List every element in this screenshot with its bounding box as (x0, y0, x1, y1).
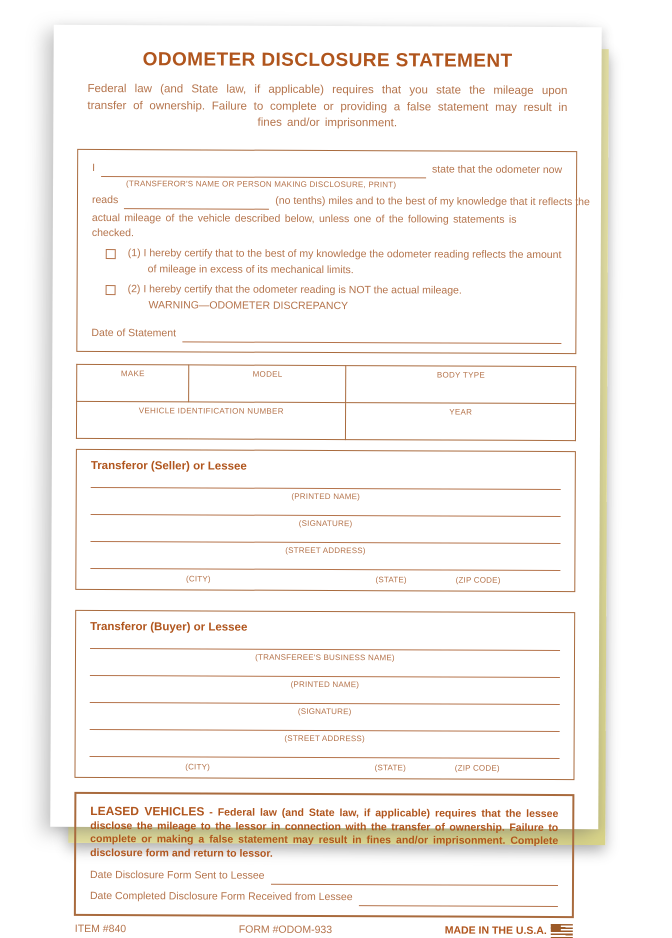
leased-vehicles-body: - Federal law (and State law, if applicable) requires that the lessee disclose the mileage to the lessor in connection with the transfer of ownership. Failure to complete or making a false statement may result in fines and/or imprisonment. Complete disclosure form and return to lessor. (90, 806, 559, 860)
date-sent-field[interactable] (271, 872, 559, 886)
leased-vehicles-paragraph (90, 804, 558, 862)
vin-cell[interactable]: VEHICLE IDENTIFICATION NUMBER (76, 401, 346, 439)
buyer-street-address-caption: (STREET ADDRESS) (284, 734, 365, 744)
form-number: FORM #ODOM-933 (238, 923, 333, 936)
seller-state-caption: (STATE) (375, 575, 407, 585)
leased-vehicles-title: LEASED VEHICLES (90, 804, 205, 819)
seller-city-row (90, 571, 560, 585)
line2-prefix: reads (91, 193, 119, 206)
line1-suffix: state that the odometer now (431, 163, 563, 177)
checkbox-mechanical-limits-label: (1) I hereby certify that to the best of my knowledge the odometer reading reflects the amount of mileage in excess of its mechanical limits. (127, 247, 562, 276)
transferor-seller-box (75, 449, 576, 592)
make-cell[interactable]: MAKE (77, 364, 189, 401)
line1-prefix: I (92, 161, 96, 175)
seller-city-caption: (CITY) (186, 574, 211, 584)
buyer-box-title: Transferor (Buyer) or Lessee (90, 620, 248, 634)
buyer-signature-caption: (SIGNATURE) (297, 707, 352, 717)
form-footer (74, 921, 574, 937)
seller-zip-caption: (ZIP CODE) (455, 575, 501, 585)
buyer-state-caption: (STATE) (374, 763, 406, 773)
form-title: ODOMETER DISCLOSURE STATEMENT (142, 49, 513, 72)
leased-vehicles-box (74, 792, 575, 917)
checkbox-not-actual-mileage[interactable] (106, 285, 116, 295)
buyer-printed-name-caption: (PRINTED NAME) (290, 680, 360, 690)
odometer-reading-field[interactable] (124, 196, 269, 210)
buyer-street-address-field[interactable] (90, 729, 560, 746)
transferor-name-caption: (TRANSFEROR'S NAME OR PERSON MAKING DISCLOSURE, PRINT) (126, 178, 397, 190)
odometer-reads-line (91, 193, 590, 211)
date-received-line (90, 889, 558, 907)
check-row-not-actual-mileage (92, 281, 562, 299)
statement-continuation: actual mileage of the vehicle described below, unless one of the following statements is checked. (91, 211, 517, 240)
us-flag-icon (551, 924, 573, 938)
statement-box (76, 149, 590, 354)
made-in-usa-label: MADE IN THE U.S.A. (444, 924, 547, 937)
model-cell[interactable]: MODEL (189, 365, 346, 403)
buyer-signature-field[interactable] (90, 702, 560, 719)
line2-suffix: (no tenths) miles and to the best of my knowledge that it reflects the (275, 194, 590, 208)
buyer-printed-name-field[interactable] (90, 675, 560, 692)
seller-box-title: Transferor (Seller) or Lessee (90, 459, 247, 473)
seller-printed-name-caption: (PRINTED NAME) (291, 491, 360, 502)
seller-signature-caption: (SIGNATURE) (298, 518, 353, 529)
buyer-city-caption: (CITY) (185, 762, 211, 772)
buyer-business-name-field[interactable] (90, 648, 560, 665)
date-of-statement-field[interactable] (182, 329, 561, 344)
checkbox-mechanical-limits[interactable] (106, 249, 116, 259)
buyer-city-state-zip-field[interactable] (89, 756, 559, 773)
date-of-statement-line (91, 326, 561, 344)
transferor-buyer-box (74, 610, 575, 780)
body-type-cell[interactable]: BODY TYPE (346, 365, 576, 403)
transferor-name-line (92, 161, 562, 179)
checkbox-not-actual-mileage-label: (2) I hereby certify that the odometer reading is NOT the actual mileage. (127, 282, 462, 297)
seller-city-state-zip-field[interactable] (90, 568, 560, 585)
odometer-disclosure-form (50, 25, 601, 937)
buyer-city-row (89, 759, 559, 773)
seller-street-address-field[interactable] (90, 541, 560, 558)
year-cell[interactable]: YEAR (346, 402, 576, 440)
item-number: ITEM #840 (74, 922, 127, 935)
seller-signature-field[interactable] (91, 514, 561, 531)
transferor-name-field[interactable] (101, 164, 426, 178)
intro-text: Federal law (and State law, if applicable) requires that you state the mileage upon transfer of ownership. Failure to complete or providing a false statement may result in fines and/or imprisonment. (87, 82, 568, 130)
seller-street-address-caption: (STREET ADDRESS) (285, 545, 366, 556)
us-flag-canton (551, 924, 561, 931)
made-in-usa (445, 923, 573, 938)
date-sent-label: Date Disclosure Form Sent to Lessee (90, 868, 265, 882)
odometer-discrepancy-warning: WARNING—ODOMETER DISCREPANCY (148, 299, 349, 313)
check-row-mechanical-limits (92, 246, 562, 280)
buyer-business-name-caption: (TRANSFEREE'S BUSINESS NAME) (255, 652, 395, 663)
buyer-zip-caption: (ZIP CODE) (454, 763, 500, 774)
seller-printed-name-field[interactable] (91, 487, 561, 504)
date-received-field[interactable] (359, 893, 558, 907)
date-of-statement-label: Date of Statement (91, 326, 177, 340)
vehicle-info-table (76, 364, 576, 441)
date-received-label: Date Completed Disclosure Form Received from Lessee (89, 889, 353, 903)
date-sent-line (90, 868, 558, 886)
